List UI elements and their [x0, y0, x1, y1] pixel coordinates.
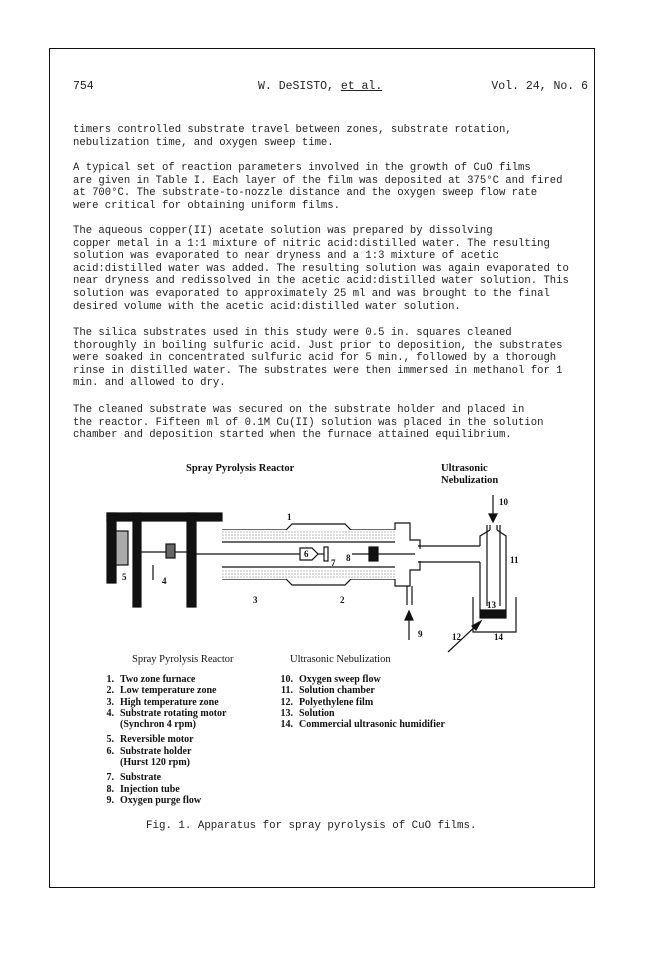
diagram-title-reactor: Spray Pyrolysis Reactor — [186, 463, 295, 474]
legend-reactor — [100, 674, 226, 806]
label-10: 10 — [499, 497, 508, 507]
legend-item: 6. Substrate holder — [106, 745, 192, 757]
label-5: 5 — [122, 572, 127, 582]
paragraph-2: A typical set of reaction parameters involved in the growth of CuO films are given in Table I. Each layer of the film was deposited at 375°C and fired at 700°C. The substrate-to-nozzle distance and the oxygen sweep flow rate were critical for obtaining uniform films. — [73, 162, 563, 212]
legend-item-sub: (Hurst 120 rpm) — [120, 757, 190, 769]
label-9: 9 — [418, 629, 423, 639]
frame-left-post — [107, 513, 116, 583]
label-6: 6 — [304, 549, 309, 559]
polyethylene-film — [480, 610, 506, 618]
label-11: 11 — [510, 555, 519, 565]
paragraph-3: The aqueous copper(II) acetate solution was prepared by dissolving copper metal in a 1:1 mixture of nitric acid:distilled water. The resulting solution was evaporated to near dryness and a 1:3 mixture of acetic acid:distilled water was added. The resulting solution was again evaporated to near dryness and redissolved in the acetic acid:distilled water solution. This solution was evaporated to approximately 25 ml and was brought to the final desired volume with the acetic acid:distilled water solution. — [73, 225, 569, 313]
rotating-motor — [166, 544, 175, 558]
frame-top-bar — [107, 513, 222, 521]
paragraph-5: The cleaned substrate was secured on the substrate holder and placed in the reactor. Fifteen ml of 0.1M Cu(II) solution was placed in the solution chamber and deposition started when the furnace attained equilibrium. — [73, 404, 544, 442]
legend-item: 9. Oxygen purge flow — [106, 794, 202, 806]
legend-title-nebulization: Ultrasonic Nebulization — [290, 654, 391, 665]
page-number: 754 — [73, 80, 94, 93]
legend-item: 11. Solution chamber — [281, 685, 375, 697]
label-14: 14 — [494, 632, 503, 642]
legend-item: 4. Substrate rotating motor — [106, 707, 227, 719]
et-al: et al. — [340, 80, 383, 93]
solution-chamber — [480, 530, 490, 546]
author-name: W. DeSISTO, — [258, 80, 334, 93]
label-7: 7 — [331, 558, 336, 568]
diagram-title-nebulization-1: Ultrasonic — [441, 463, 488, 474]
furnace-heater-top — [222, 530, 395, 539]
diagram-title-nebulization-2: Nebulization — [441, 475, 499, 486]
legend-item-sub: (Synchron 4 rpm) — [120, 719, 196, 731]
legend-item: 12. Polyethylene film — [280, 696, 374, 708]
legend-item: 7. Substrate — [106, 772, 162, 784]
label-1: 1 — [287, 512, 292, 522]
legend-item: 13. Solution — [280, 707, 335, 719]
legend-item: 8. Injection tube — [106, 783, 180, 795]
label-12: 12 — [452, 632, 461, 642]
reversible-motor — [116, 531, 128, 565]
frame-post-3 — [187, 513, 196, 607]
legend-item: 14. Commercial ultrasonic humidifier — [280, 719, 445, 731]
injection-tube-collar — [369, 547, 378, 561]
substrate-holder — [300, 548, 318, 560]
substrate — [324, 547, 328, 561]
legend-title-reactor: Spray Pyrolysis Reactor — [132, 654, 234, 665]
journal-volume: Vol. 24, No. 6 — [491, 80, 588, 93]
frame-post-2 — [133, 513, 141, 607]
label-13: 13 — [487, 600, 496, 610]
label-8: 8 — [346, 553, 351, 563]
label-4: 4 — [162, 576, 167, 586]
paragraph-4: The silica substrates used in this study were 0.5 in. squares cleaned thoroughly in boiling sulfuric acid. Just prior to deposition, the substrates were soaked in concentrated sulfuric acid for 5 min., followed by a thorough rinse in distilled water. The substrates were then immersed in methanol for 1 min. and allowed to dry. — [73, 327, 563, 390]
legend-item: 2. Low temperature zone — [106, 685, 217, 697]
paragraph-1: timers controlled substrate travel between zones, substrate rotation, nebulization time, and oxygen sweep time. — [73, 124, 512, 149]
legend-item: 3. High temperature zone — [106, 696, 219, 708]
legend-nebulization — [273, 674, 445, 730]
legend-item: 1. Two zone furnace — [106, 674, 196, 685]
furnace-heater-bottom — [222, 570, 395, 579]
legend-item: 5. Reversible motor — [106, 734, 194, 746]
legend-item: 10. Oxygen sweep flow — [280, 674, 381, 685]
label-2: 2 — [340, 595, 345, 605]
label-3: 3 — [253, 595, 258, 605]
figure-caption: Fig. 1. Apparatus for spray pyrolysis of CuO films. — [146, 820, 477, 832]
